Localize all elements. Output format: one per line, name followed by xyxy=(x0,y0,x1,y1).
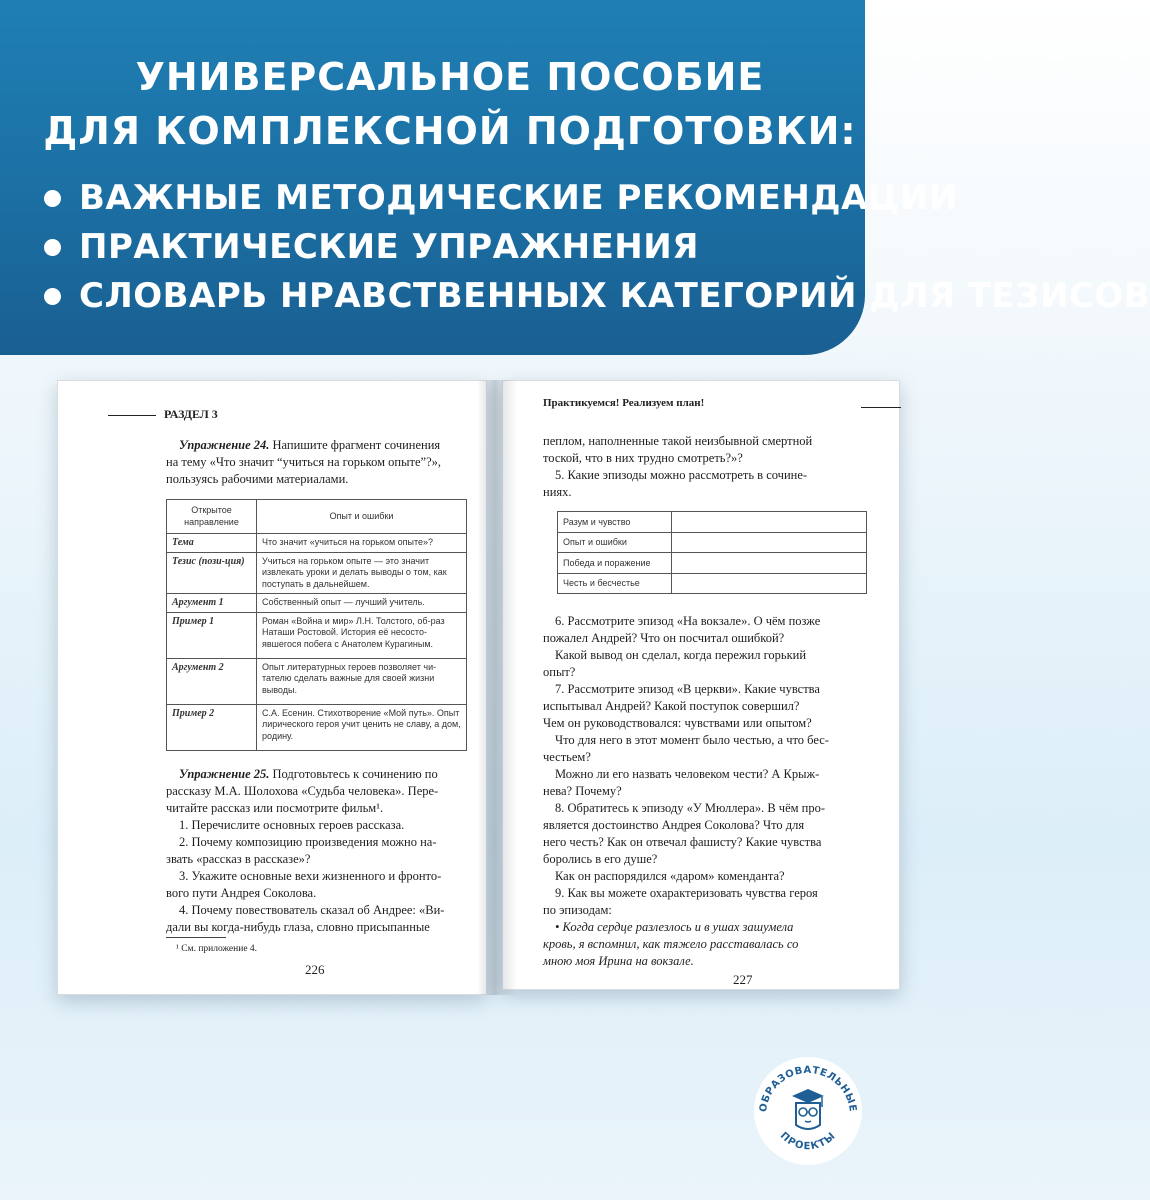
right-text-line: 9. Как вы можете охарактеризовать чувства героя xyxy=(555,886,818,900)
banner-bullet-text: ВАЖНЫЕ МЕТОДИЧЕСКИЕ РЕКОМЕНДАЦИИ xyxy=(79,178,958,218)
banner-bullet-3 xyxy=(44,268,1150,324)
right-text-line: нева? Почему? xyxy=(543,784,622,798)
exercise-24-intro xyxy=(179,437,469,455)
banner-bullet-1 xyxy=(44,170,958,226)
publisher-logo xyxy=(752,1055,864,1167)
table-row-text: Учиться на горьком опыте — это значит извлекать уроки и делать выводы о том, как поступать в дальнейшем. xyxy=(257,552,467,594)
exercise-25-line: Подготовьтесь к сочинению по xyxy=(272,767,438,781)
table-row xyxy=(167,704,467,750)
bullet-dot-icon xyxy=(44,239,61,256)
exercise-25-line: рассказу М.А. Шолохова «Судьба человека». Пере- xyxy=(166,784,439,798)
table-row-text: С.А. Есенин. Стихотворение «Мой путь». Опыт лирического героя учит ценить не славу, а дом, родину. xyxy=(257,704,467,750)
right-text-line: Как он распорядился «даром» коменданта? xyxy=(555,869,785,883)
right-text-line: пожалел Андрей? Что он посчитал ошибкой? xyxy=(543,631,785,645)
table-empty-cell xyxy=(672,553,867,574)
open-book xyxy=(57,380,900,1000)
right-quote-line: кровь, я вспомнил, как тяжело расставалась со xyxy=(543,937,799,951)
right-text-line: 8. Обратитесь к эпизоду «У Мюллера». В чём про- xyxy=(555,801,826,815)
right-quote-line: • Когда сердце разлезлось и в ушах зашумела xyxy=(555,920,794,934)
right-text-line: по эпизодам: xyxy=(543,903,612,917)
right-text-line: является достоинство Андрея Соколова? Что для xyxy=(543,818,805,832)
right-text-line: него честь? Как он отвечал фашисту? Какие чувства xyxy=(543,835,822,849)
right-text-line: 7. Рассмотрите эпизод «В церкви». Какие чувства xyxy=(555,682,820,696)
table-empty-cell xyxy=(672,512,867,533)
exercise-24-line: на тему «Что значит “учиться на горьком опыте”?», xyxy=(166,455,441,469)
right-text-line: честьем? xyxy=(543,750,591,764)
table-row-label: Аргумент 1 xyxy=(167,594,257,613)
table-row xyxy=(558,573,867,594)
table-header-row xyxy=(167,500,467,534)
banner-bullet-2 xyxy=(44,219,699,275)
banner-title-line-1: УНИВЕРСАЛЬНОЕ ПОСОБИЕ xyxy=(135,55,765,99)
footnote: ¹ См. приложение 4. xyxy=(176,944,258,954)
table-row xyxy=(167,658,467,704)
right-text-line: 6. Рассмотрите эпизод «На вокзале». О чём позже xyxy=(555,614,821,628)
logo-text-top: ОБРАЗОВАТЕЛЬНЫЕ xyxy=(757,1064,858,1113)
banner-title-line-2: ДЛЯ КОМПЛЕКСНОЙ ПОДГОТОВКИ: xyxy=(43,109,857,153)
running-head-rule xyxy=(108,415,156,416)
exercise-25-line: 4. Почему повествователь сказал об Андрее: «Ви- xyxy=(179,903,445,917)
logo-text-bottom: ПРОЕКТЫ xyxy=(777,1130,839,1153)
exercise-25-intro xyxy=(179,766,469,784)
table-row-label: Пример 1 xyxy=(167,612,257,658)
table-row xyxy=(167,594,467,613)
bullet-dot-icon xyxy=(44,190,61,207)
right-text-line: пеплом, наполненные такой неизбывной смертной xyxy=(543,434,813,448)
right-text-line: опыт? xyxy=(543,665,576,679)
exercise-24-label: Упражнение 24. xyxy=(179,438,270,452)
table-row-label: Аргумент 2 xyxy=(167,658,257,704)
exercise-25-label: Упражнение 25. xyxy=(179,767,270,781)
table-row-text: Роман «Война и мир» Л.Н. Толстого, об-раз Наташи Ростовой. История её несосто-явшегося побега с Анатолем Курагиным. xyxy=(257,612,467,658)
table-row xyxy=(558,512,867,533)
working-materials-table xyxy=(166,499,467,751)
exercise-25-line: вого пути Андрея Соколова. xyxy=(166,886,317,900)
table-row xyxy=(167,534,467,553)
table-row-text: Что значит «учиться на горьком опыте»? xyxy=(257,534,467,553)
table-cell: Опыт и ошибки xyxy=(558,532,672,553)
table-row xyxy=(167,612,467,658)
exercise-25-line: читайте рассказ или посмотрите фильм¹. xyxy=(166,801,384,815)
exercise-24-line: пользуясь рабочими материалами. xyxy=(166,472,349,486)
right-text-line: ниях. xyxy=(543,485,572,499)
right-text-line: Какой вывод он сделал, когда пережил горький xyxy=(555,648,807,662)
right-text-line: испытывал Андрей? Какой поступок совершил? xyxy=(543,699,800,713)
table-row xyxy=(558,553,867,574)
table-header-cell: Открытое направление xyxy=(167,500,257,534)
page-number-left: 226 xyxy=(305,962,325,977)
table-row-text: Опыт литературных героев позволяет чи-тателю сделать важные для своей жизни выводы. xyxy=(257,658,467,704)
right-text-line: 5. Какие эпизоды можно рассмотреть в сочине- xyxy=(555,468,808,482)
banner-bullet-text: ПРАКТИЧЕСКИЕ УПРАЖНЕНИЯ xyxy=(79,227,699,267)
table-row xyxy=(558,532,867,553)
table-header-cell: Опыт и ошибки xyxy=(257,500,467,534)
exercise-25-line: дали вы когда-нибудь глаза, словно присыпанные xyxy=(166,920,430,934)
bullet-dot-icon xyxy=(44,288,61,305)
promo-banner xyxy=(0,0,1150,355)
book-spine-shadow xyxy=(477,380,517,995)
left-page xyxy=(57,380,487,995)
page-number-right: 227 xyxy=(733,972,753,987)
table-row-label: Тезис (пози-ция) xyxy=(167,552,257,594)
exercise-25-line: 1. Перечислите основных героев рассказа. xyxy=(179,818,405,832)
running-head-rule xyxy=(861,407,901,408)
exercise-25-line: 3. Укажите основные вехи жизненного и фронто- xyxy=(179,869,442,883)
exercise-25-line: 2. Почему композицию произведения можно на- xyxy=(179,835,437,849)
table-row-text: Собственный опыт — лучший учитель. xyxy=(257,594,467,613)
exercise-25-line: звать «рассказ в рассказе»? xyxy=(166,852,311,866)
table-empty-cell xyxy=(672,532,867,553)
table-cell: Честь и бесчестье xyxy=(558,573,672,594)
right-text-line: Чем он руководствовался: чувствами или опытом? xyxy=(543,716,812,730)
table-row-label: Пример 2 xyxy=(167,704,257,750)
banner-bullet-text: СЛОВАРЬ НРАВСТВЕННЫХ КАТЕГОРИЙ ДЛЯ ТЕЗИСОВ xyxy=(79,276,1150,316)
right-running-head: Практикуемся! Реализуем план! xyxy=(543,397,705,409)
table-cell: Победа и поражение xyxy=(558,553,672,574)
table-row-label: Тема xyxy=(167,534,257,553)
table-row xyxy=(167,552,467,594)
left-running-head: РАЗДЕЛ 3 xyxy=(164,407,218,421)
right-quote-line: мною моя Ирина на вокзале. xyxy=(543,954,694,968)
right-text-line: тоской, что в них трудно смотреть?»? xyxy=(543,451,743,465)
table-empty-cell xyxy=(672,573,867,594)
table-cell: Разум и чувство xyxy=(558,512,672,533)
right-text-line: боролись в его душе? xyxy=(543,852,658,866)
exercise-24-line: Напишите фрагмент сочинения xyxy=(272,438,441,452)
footnote-rule xyxy=(166,937,226,938)
episodes-table xyxy=(557,511,867,594)
right-text-line: Можно ли его назвать человеком чести? А Крыж- xyxy=(555,767,820,781)
right-text-line: Что для него в этот момент было честью, а что бес- xyxy=(555,733,829,747)
right-page xyxy=(502,380,900,990)
